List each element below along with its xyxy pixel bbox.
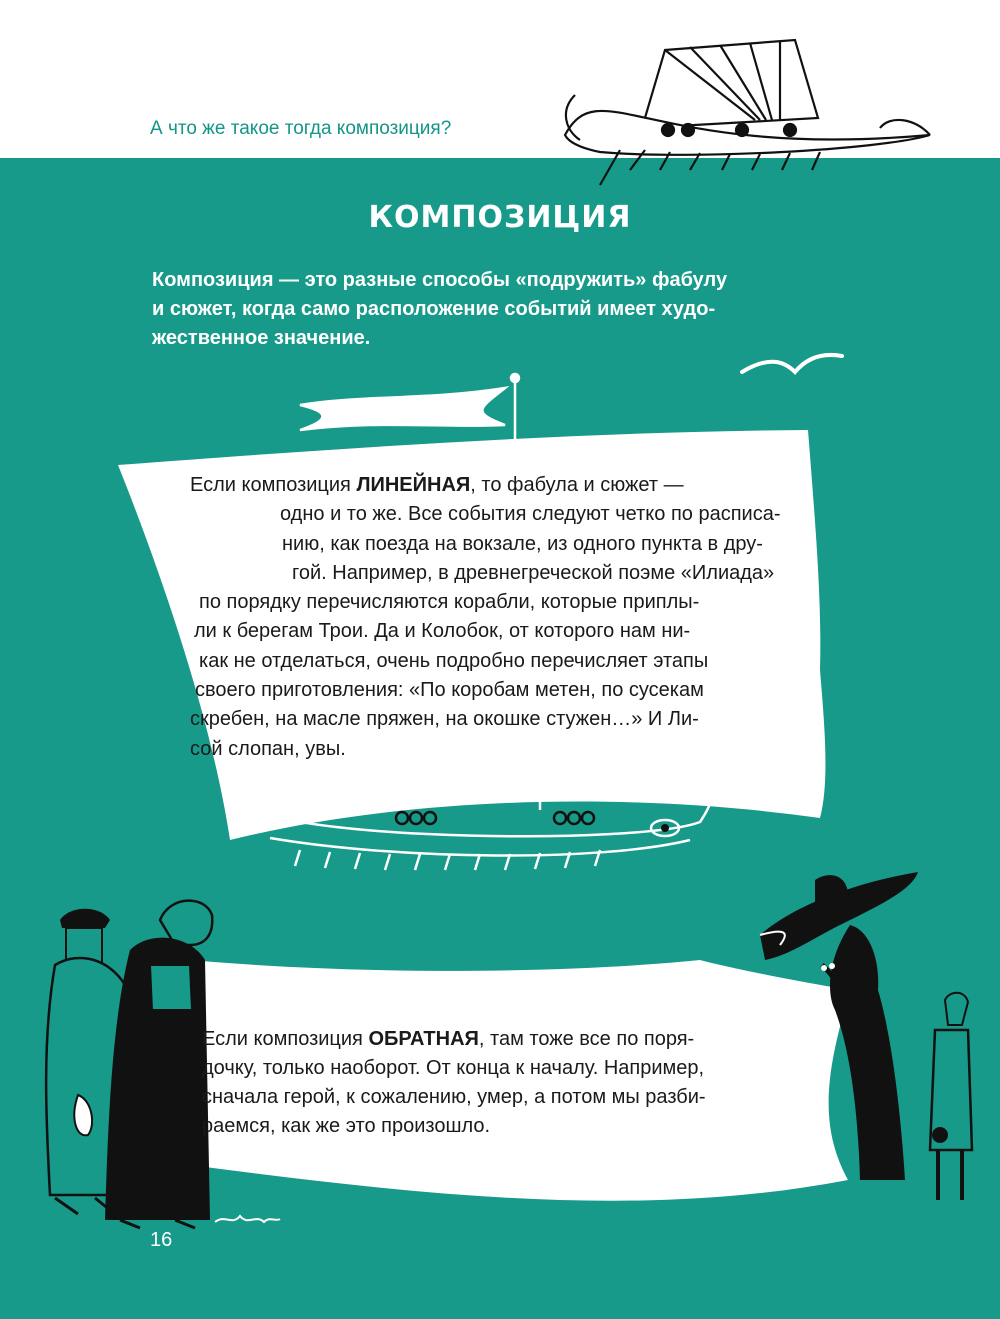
definition-line: жественное значение. — [152, 327, 371, 349]
reverse-first-line — [202, 1025, 706, 1054]
linear-line: гой. Например, в древнегреческой поэме «Илиада» — [292, 561, 775, 584]
linear-line: как не отделаться, очень подробно перечисляет этапы — [199, 649, 709, 672]
linear-line: ли к берегам Трои. Да и Колобок, от которого нам ни- — [194, 620, 691, 643]
linear-first-line — [190, 471, 781, 500]
linear-line: нию, как поезда на вокзале, из одного пункта в дру- — [282, 532, 763, 555]
reverse-first-line-rest: , там тоже все по поря- — [478, 1028, 695, 1050]
linear-composition-text — [190, 471, 781, 764]
grass-doodle — [215, 1216, 280, 1222]
reverse-composition-text — [202, 1025, 706, 1141]
reverse-intro: Если композиция — [202, 1028, 369, 1050]
linear-line: одно и то же. Все события следуют четко по расписа- — [280, 503, 781, 526]
linear-line: сой слопан, увы. — [190, 737, 346, 760]
reverse-line: сначала герой, к сожалению, умер, а потом мы разби- — [202, 1086, 706, 1108]
top-ship-illustration — [565, 40, 930, 185]
linear-line: своего приготовления: «По коробам метен, по сусекам — [195, 679, 704, 702]
linear-keyword: ЛИНЕЙНАЯ — [356, 474, 471, 496]
ship-shields-illustration — [396, 812, 594, 824]
reverse-keyword: ОБРАТНАЯ — [368, 1028, 479, 1050]
definition-paragraph — [152, 266, 852, 353]
linear-intro: Если композиция — [190, 474, 357, 496]
reverse-line: дочку, только наоборот. От конца к началу. Например, — [202, 1057, 705, 1079]
reverse-line: раемся, как же это произошло. — [202, 1115, 491, 1137]
definition-line: Композиция — это разные способы «подружить» фабулу — [152, 269, 728, 291]
seagull-illustration — [742, 355, 842, 372]
linear-line: по порядку перечисляются корабли, которые приплы- — [199, 591, 700, 614]
linear-first-line-rest: , то фабула и сюжет — — [470, 474, 684, 496]
section-title: КОМПОЗИЦИЯ — [368, 200, 632, 235]
running-header: А что же такое тогда композиция? — [150, 118, 452, 139]
linear-line: скребен, на масле пряжен, на окошке стужен…» И Ли- — [190, 708, 699, 731]
people-left-illustration — [46, 901, 212, 1228]
definition-line: и сюжет, когда само расположение событий имеет худо- — [152, 298, 716, 320]
page-number: 16 — [150, 1229, 173, 1251]
